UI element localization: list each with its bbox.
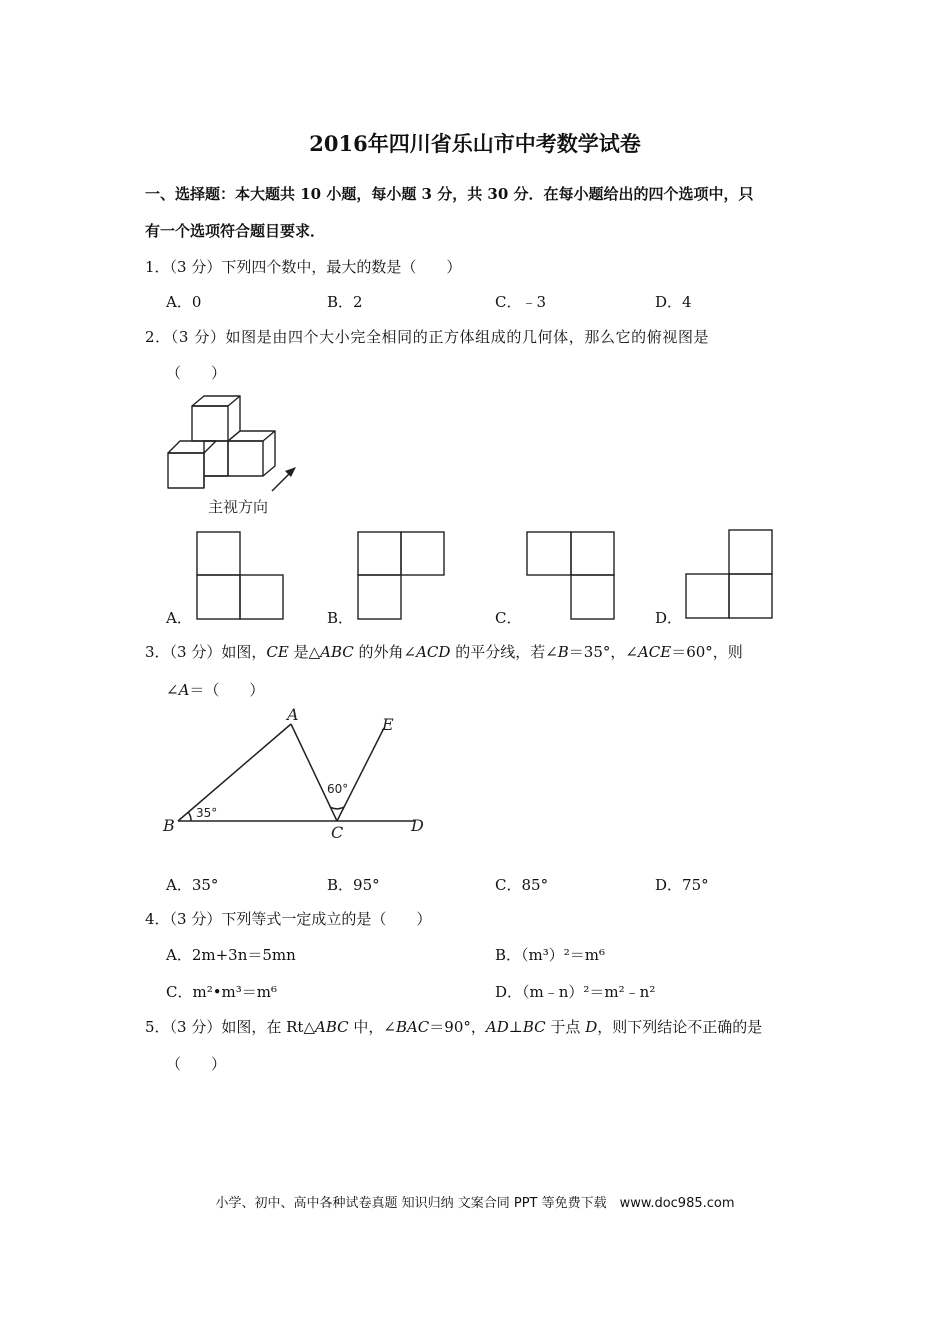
q3-option-d: D．75° bbox=[655, 876, 709, 894]
q2-option-b-label: B． bbox=[327, 609, 354, 627]
q3-point-e: E bbox=[382, 715, 394, 734]
q1-stem: 1．（3 分）下列四个数中，最大的数是（ ） bbox=[145, 258, 462, 276]
q3-option-a: A．35° bbox=[166, 876, 219, 894]
q2-option-d-label: D． bbox=[655, 609, 683, 627]
q5-paren: （ ） bbox=[166, 1055, 227, 1073]
q2-option-c-label: C． bbox=[495, 609, 522, 627]
q2-option-b-figure bbox=[356, 530, 446, 622]
page-title: 2016年四川省乐山市中考数学试卷 bbox=[309, 131, 641, 156]
q4-stem: 4．（3 分）下列等式一定成立的是（ ） bbox=[145, 910, 432, 928]
q3-angle-c-label: 60° bbox=[327, 782, 349, 796]
q2-figure-label: 主视方向 bbox=[208, 498, 269, 516]
q3-point-d: D bbox=[411, 816, 424, 835]
q2-stem: 2．（3 分）如图是由四个大小完全相同的正方体组成的几何体，那么它的俯视图是 bbox=[145, 328, 710, 346]
q1-option-b: B．2 bbox=[327, 293, 363, 311]
q2-option-a-label: A． bbox=[166, 609, 192, 627]
q3-triangle-figure bbox=[155, 700, 445, 850]
q4-option-d: D．（m﹣n）²＝m²﹣n² bbox=[495, 983, 656, 1001]
page-footer: 小学、初中、高中各种试卷真题 知识归纳 文案合同 PPT 等免费下载 www.doc985.com bbox=[215, 1196, 735, 1211]
section-heading-line1: 一、选择题：本大题共 10 小题，每小题 3 分，共 30 分．在每小题给出的四个选项中，只 bbox=[145, 185, 754, 203]
q1-option-c: C．﹣3 bbox=[495, 293, 547, 311]
q1-option-d: D．4 bbox=[655, 293, 692, 311]
q4-option-a: A．2m+3n＝5mn bbox=[166, 946, 296, 964]
q3-point-c: C bbox=[331, 823, 344, 842]
q3-point-a: A bbox=[287, 705, 299, 724]
q4-option-c: C．m²•m³＝m⁶ bbox=[166, 983, 278, 1001]
q1-option-a: A．0 bbox=[166, 293, 202, 311]
section-heading-line2: 有一个选项符合题目要求． bbox=[145, 222, 326, 240]
q5-stem-line1: 5．（3 分）如图，在 Rt△ABC 中，∠BAC＝90°，AD⊥BC 于点 D，则下列结论不正确的是 bbox=[145, 1018, 763, 1036]
q3-stem-line1: 3．（3 分）如图，CE 是△ABC 的外角∠ACD 的平分线，若∠B＝35°，∠ACE＝60°，则 bbox=[145, 643, 743, 661]
q2-option-d-figure bbox=[684, 528, 776, 622]
view-direction-arrow bbox=[272, 472, 291, 491]
q2-option-c-figure bbox=[525, 530, 617, 622]
q3-point-b: B bbox=[163, 816, 175, 835]
q3-option-b: B．95° bbox=[327, 876, 380, 894]
q2-cube-figure bbox=[160, 390, 310, 520]
q3-angle-b-label: 35° bbox=[196, 806, 218, 820]
q3-option-c: C．85° bbox=[495, 876, 549, 894]
q2-paren: （ ） bbox=[166, 364, 227, 382]
q2-option-a-figure bbox=[195, 530, 285, 622]
q3-stem-line2: ∠A＝（ ） bbox=[166, 681, 265, 699]
q4-option-b: B．（m³）²＝m⁶ bbox=[495, 946, 606, 964]
